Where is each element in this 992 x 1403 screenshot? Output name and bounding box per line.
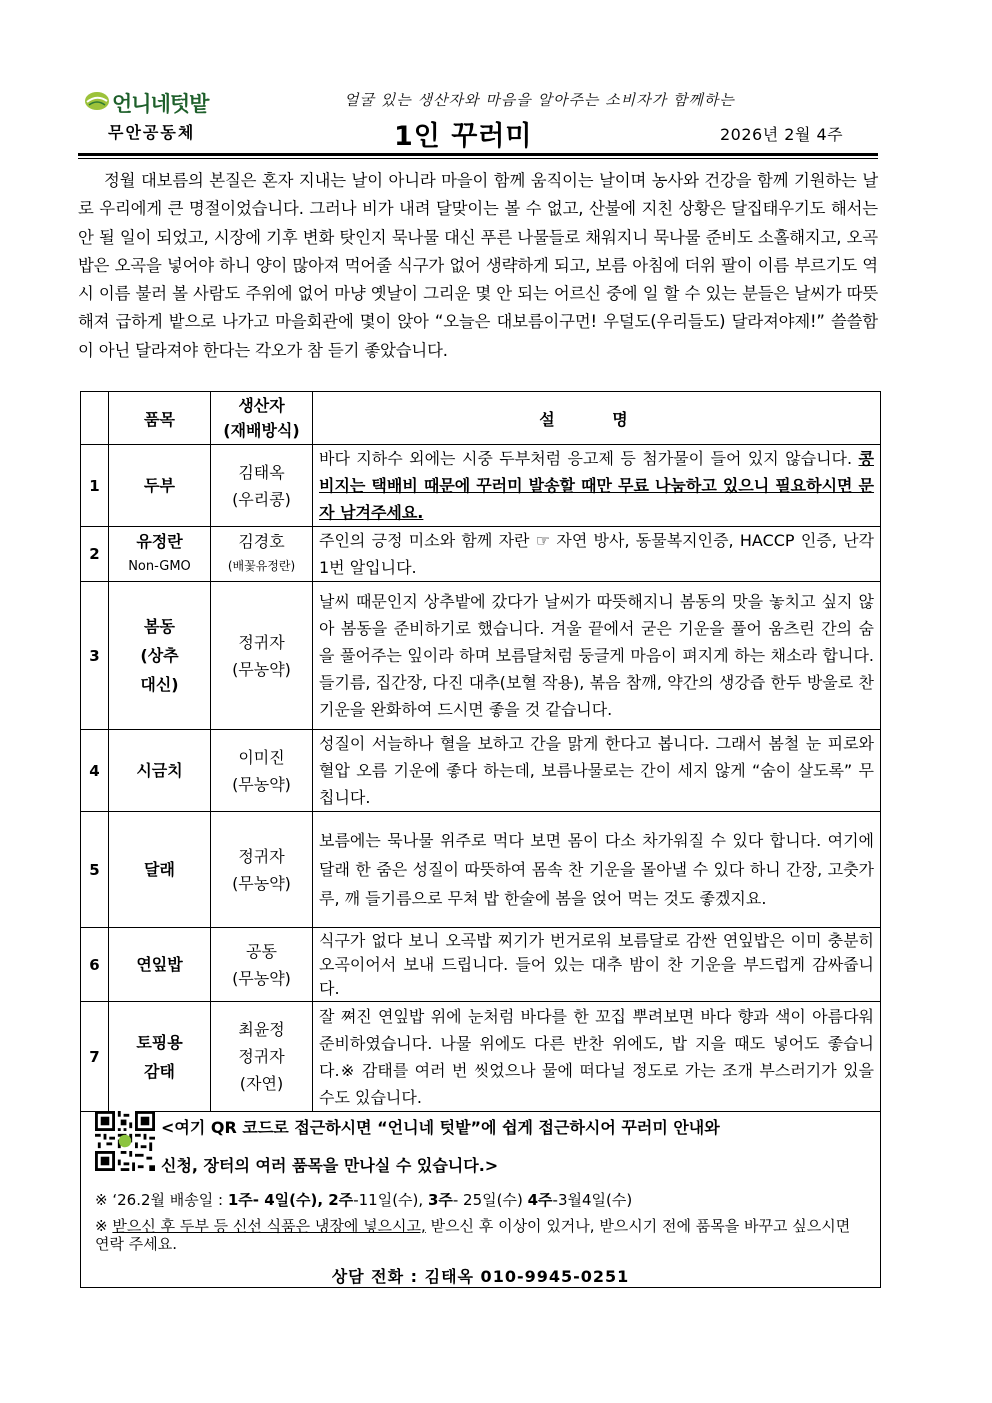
description-highlight: 콩비지는 택배비 때문에 꾸러미 발송할 때만 무료 나눔하고 있으니 필요하시면 문자 남겨주세요.	[319, 449, 874, 522]
delivery-week2-label: , 2주	[317, 1191, 354, 1209]
farming-method: (무농약)	[232, 774, 291, 794]
producer-name: 최윤정	[238, 1020, 285, 1039]
header-divider-thin	[78, 158, 878, 159]
row-number: 4	[81, 730, 109, 812]
item-description: 보름에는 묵나물 위주로 먹다 보면 몸이 다소 차가워질 수 있다 합니다. 여기에 달래 한 줌은 성질이 따뜻하여 몸속 찬 기운을 몰아낼 수 있다 하니 간장, 고춧가루, 깨 들기름으로 무쳐 밥 한술에 봄을 얹어 먹는 것도 좋겠지요.	[313, 812, 881, 928]
info-box	[80, 1107, 881, 1288]
logo	[84, 88, 244, 114]
item-subtitle-2: 대신)	[140, 675, 179, 694]
delivery-week1: 1주- 4일(수)	[227, 1191, 318, 1209]
producer-cell	[211, 928, 313, 1002]
description-text: 바다 지하수 외에는 시중 두부처럼 응고제 등 첨가물이 들어 있지 않습니다.	[319, 449, 859, 468]
slogan: 얼굴 있는 생산자와 마음을 알아주는 소비자가 함께하는	[344, 91, 735, 109]
farming-method: (자연)	[239, 1074, 284, 1093]
qr-instruction-line1: <여기 QR 코드로 접근하시면 “언니네 텃밭”에 쉽게 접근하시어 꾸러미 안내와	[161, 1118, 720, 1137]
delivery-week4-date: -3월4일(수)	[552, 1191, 633, 1209]
row-number: 5	[81, 812, 109, 928]
producer-cell	[211, 812, 313, 928]
item-name: 유정란	[136, 532, 183, 551]
item-description: 식구가 없다 보니 오곡밥 찌기가 번거로워 보름달로 감싼 연잎밥은 이미 충분히 오곡이어서 보내 드립니다. 들어 있는 대추 밤이 찬 기운을 부드럽게 감싸줍니다.	[313, 928, 881, 1002]
producer-name: 공동	[246, 941, 277, 961]
delivery-week4-label: 4주	[527, 1191, 553, 1209]
row-number: 7	[81, 1002, 109, 1112]
row-number: 1	[81, 445, 109, 527]
header-desc	[313, 392, 881, 445]
farming-method: (무농약)	[232, 968, 291, 988]
item-name: 연잎밥	[109, 928, 211, 1002]
header-desc-label: 설 명	[539, 409, 654, 429]
delivery-week3-date: - 25일(수)	[452, 1191, 528, 1209]
item-cell	[109, 527, 211, 582]
item-description	[313, 445, 881, 527]
logo-text: 언니네텃밭	[112, 92, 209, 116]
item-cell	[109, 1002, 211, 1112]
table-row	[81, 445, 881, 527]
table-header-row	[81, 392, 881, 445]
farming-method: (배꽃유정란)	[227, 559, 296, 573]
item-name: 토핑용	[136, 1032, 183, 1052]
header-no	[81, 392, 109, 445]
item-name: 달래	[109, 812, 211, 928]
table-row	[81, 812, 881, 928]
community-name: 무안공동체	[108, 123, 196, 142]
item-subtitle: 감태	[144, 1061, 175, 1081]
item-name: 시금치	[109, 730, 211, 812]
note-prefix: ※	[95, 1217, 113, 1235]
producer-name: 김경호	[238, 532, 285, 551]
table-row	[81, 928, 881, 1002]
producer-cell	[211, 582, 313, 730]
item-name: 두부	[109, 445, 211, 527]
table-row	[81, 527, 881, 582]
item-subtitle: Non-GMO	[128, 559, 191, 574]
table-row	[81, 730, 881, 812]
producer-name-2: 정귀자	[238, 1047, 285, 1066]
table-row	[81, 582, 881, 730]
contact-phone: 상담 전화 : 김태옥 010-9945-0251	[331, 1267, 630, 1286]
row-number: 6	[81, 928, 109, 1002]
page-title: 1인 꾸러미	[394, 121, 533, 152]
item-description: 잘 쪄진 연잎밥 위에 눈처럼 바다를 한 꼬집 뿌려보면 바다 향과 색이 아름다워 준비하였습니다. 나물 위에도 다른 반찬 위에도, 밥 지을 때도 넣어도 좋습니다.※ 감태를 여러 번 씻었으나 물에 떠다닐 정도로 가는 조개 부스러기가 있을 수도 있습니다.	[313, 1002, 881, 1112]
producer-name: 정귀자	[238, 846, 285, 866]
farming-method: (무농약)	[232, 873, 291, 893]
producer-name: 이미진	[238, 747, 285, 767]
delivery-week2-date: -11일(수),	[353, 1191, 428, 1209]
farming-method: (우리콩)	[232, 489, 291, 509]
producer-cell	[211, 527, 313, 582]
note-text: 받으신 후 이상이 있거나, 받으시기 전에 품목을 바꾸고 싶으시면 연락 주세요.	[95, 1217, 851, 1253]
qr-code-icon[interactable]	[95, 1111, 155, 1171]
delivery-week3-label: 3주	[427, 1191, 453, 1209]
header-method-label: (재배방식)	[223, 421, 300, 440]
item-name: 봄동	[144, 617, 175, 636]
header-producer-label: 생산자	[238, 396, 285, 415]
row-number: 2	[81, 527, 109, 582]
item-subtitle: (상추	[140, 646, 179, 665]
producer-name: 정귀자	[238, 632, 285, 652]
product-table	[80, 391, 881, 1112]
leaf-logo-icon	[84, 90, 110, 112]
delivery-prefix: ※ ‘26.2월 배송일 :	[95, 1191, 228, 1209]
intro-paragraph: 정월 대보름의 본질은 혼자 지내는 날이 아니라 마을이 함께 움직이는 날이며 농사와 건강을 함께 기원하는 날로 우리에게 큰 명절이었습니다. 그러나 비가 내려 달맞이는 볼 수 없고, 산불에 지친 상황은 달집태우기도 해서는 안 될 일이 되었고, 시장에 기후 변화 탓인지 묵나물 대신 푸른 나물들로 채워지니 묵나물 준비도 소홀해지고, 오곡 밥은 오곡을 넣어야 하니 양이 많아져 먹어줄 식구가 없어 생략하게 되고, 보름 아침에 더위 팔이 이름 부르기도 역시 이름 불러 볼 사람도 주위에 없어 마냥 옛날이 그리운 몇 안 되는 어르신 중에 일 할 수 있는 분들은 날씨가 따뜻해져 급하게 밭으로 나가고 마을회관에 몇이 앉아 “오늘은 대보름이구먼! 우덜도(우리들도) 달라져야제!” 쓸쓸함이 아닌 달라져야 한다는 각오가 참 듣기 좋았습니다.	[78, 171, 878, 360]
item-description: 성질이 서늘하나 혈을 보하고 간을 맑게 한다고 봅니다. 그래서 봄철 눈 피로와 혈압 오름 기운에 좋다 하는데, 보름나물로는 간이 세지 않게 “숨이 살도록” 무칩니다.	[313, 730, 881, 812]
header-producer	[211, 392, 313, 445]
farming-method: (무농약)	[232, 659, 291, 679]
note-underlined: 받으신 후 두부 등 신선 식품은 냉장에 넣으시고,	[112, 1217, 426, 1235]
qr-instruction-line2: 신청, 장터의 여러 품목을 만나실 수 있습니다.>	[161, 1156, 499, 1175]
producer-cell	[211, 445, 313, 527]
item-cell	[109, 582, 211, 730]
delivery-schedule	[95, 1189, 632, 1210]
producer-name: 김태옥	[238, 462, 285, 482]
row-number: 3	[81, 582, 109, 730]
item-description: 날씨 때문인지 상추밭에 갔다가 날씨가 따뜻해지니 봄동의 맛을 놓치고 싶지 않아 봄동을 준비하기로 했습니다. 겨울 끝에서 굳은 기운을 풀어 움츠린 간의 숨을 풀어주는 잎이라 하며 보름달처럼 둥글게 마음이 펴지게 하는 채소라 합니다. 들기름, 집간장, 다진 대추(보혈 작용), 볶음 참깨, 약간의 생강즙 한두 방울로 찬 기운을 완화하여 드시면 좋을 것 같습니다.	[313, 582, 881, 730]
producer-cell	[211, 730, 313, 812]
item-description: 주인의 긍정 미소와 함께 자란 ☞ 자연 방사, 동물복지인증, HACCP 인증, 난각 1번 알입니다.	[313, 527, 881, 582]
header-item: 품목	[109, 392, 211, 445]
header-divider	[78, 153, 878, 156]
issue-date: 2026년 2월 4주	[720, 125, 844, 144]
producer-cell	[211, 1002, 313, 1112]
table-row	[81, 1002, 881, 1112]
storage-note	[95, 1217, 855, 1253]
